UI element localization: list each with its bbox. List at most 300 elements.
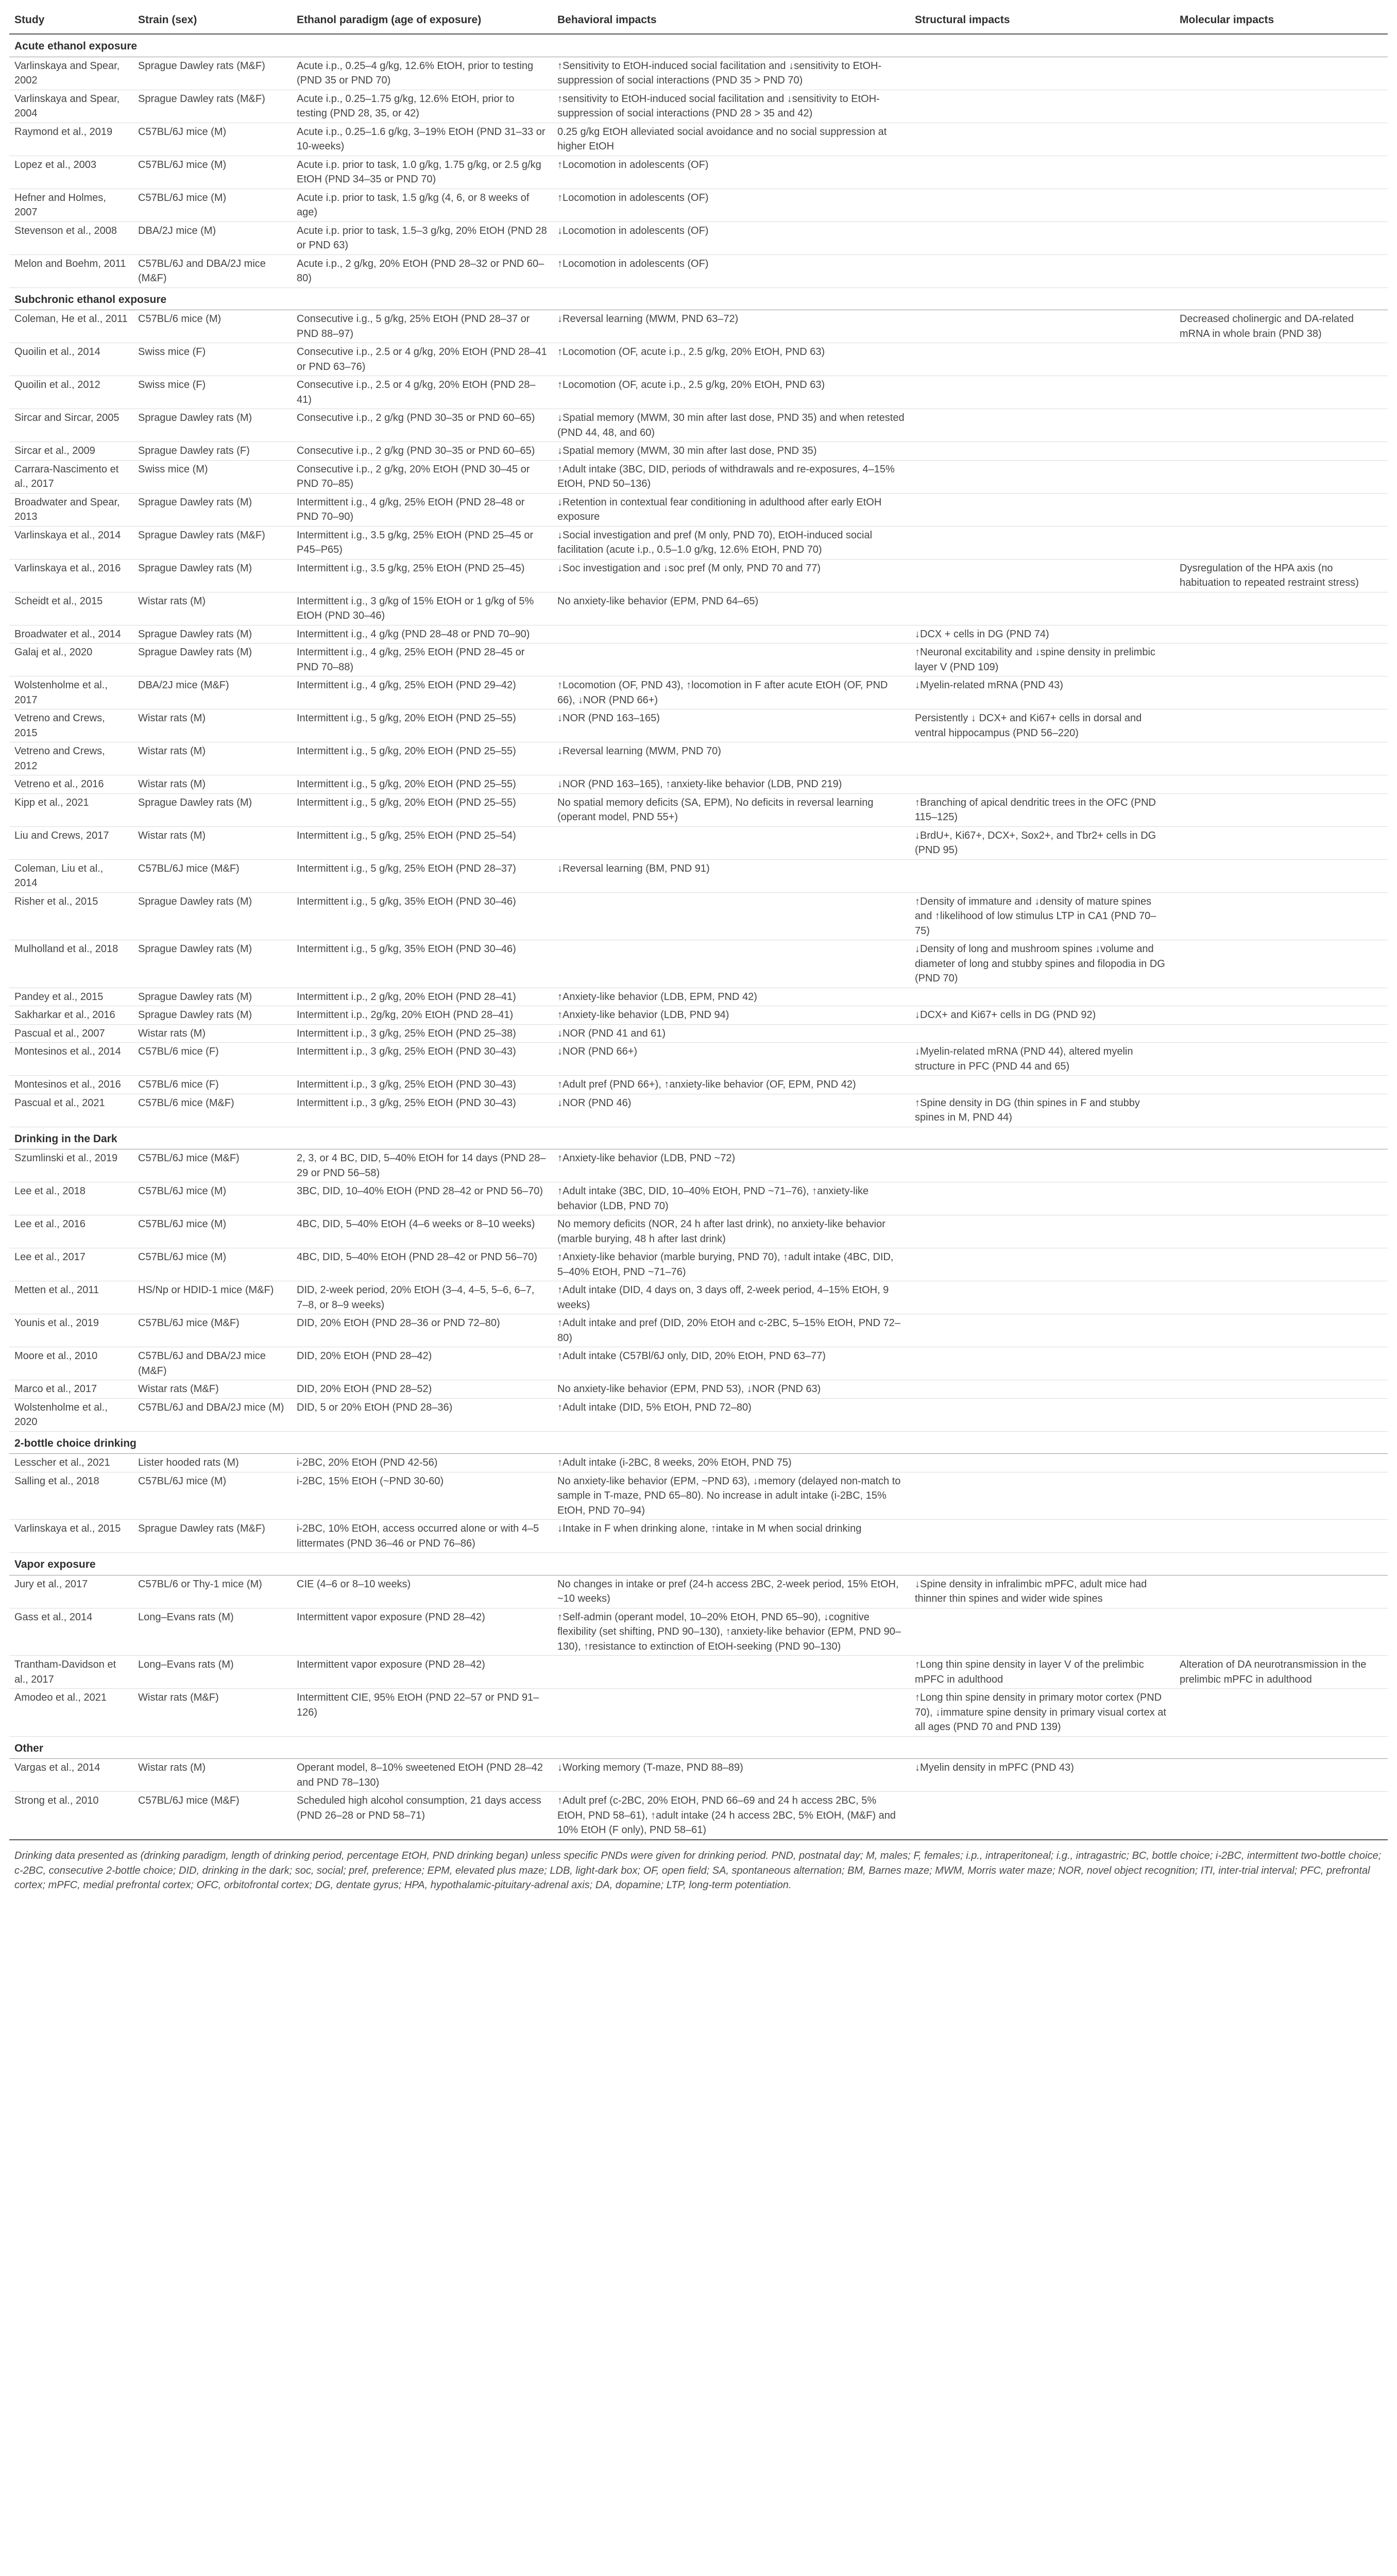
- cell-molecular: [1174, 1281, 1388, 1314]
- cell-strain: Long–Evans rats (M): [133, 1608, 292, 1656]
- cell-strain: C57BL/6J mice (M): [133, 189, 292, 222]
- cell-structural: [910, 775, 1174, 794]
- cell-study: Varlinskaya et al., 2014: [9, 526, 133, 559]
- cell-study: Carrara-Nascimento et al., 2017: [9, 460, 133, 493]
- cell-molecular: Decreased cholinergic and DA-related mRNA in whole brain (PND 38): [1174, 310, 1388, 343]
- cell-structural: [910, 493, 1174, 526]
- cell-strain: Wistar rats (M): [133, 775, 292, 794]
- cell-study: Younis et al., 2019: [9, 1314, 133, 1347]
- cell-study: Szumlinski et al., 2019: [9, 1149, 133, 1182]
- table-row: [9, 1006, 1388, 1025]
- cell-structural: [910, 376, 1174, 409]
- cell-paradigm: i-2BC, 15% EtOH (~PND 30-60): [292, 1472, 552, 1520]
- cell-paradigm: Intermittent i.g., 5 g/kg, 25% EtOH (PND 28–37): [292, 859, 552, 892]
- cell-strain: Swiss mice (F): [133, 343, 292, 376]
- table-row: [9, 1182, 1388, 1215]
- cell-study: Liu and Crews, 2017: [9, 826, 133, 859]
- cell-structural: [910, 310, 1174, 343]
- cell-structural: [910, 255, 1174, 287]
- cell-structural: [910, 1398, 1174, 1431]
- cell-structural: ↑Long thin spine density in layer V of the prelimbic mPFC in adulthood: [910, 1656, 1174, 1689]
- cell-molecular: [1174, 1182, 1388, 1215]
- cell-study: Quoilin et al., 2014: [9, 343, 133, 376]
- table-row: [9, 709, 1388, 742]
- cell-study: Broadwater and Spear, 2013: [9, 493, 133, 526]
- cell-structural: [910, 1472, 1174, 1520]
- cell-structural: [910, 1454, 1174, 1472]
- cell-structural: [910, 1248, 1174, 1281]
- header-strain: Strain (sex): [133, 7, 292, 34]
- cell-paradigm: Intermittent vapor exposure (PND 28–42): [292, 1656, 552, 1689]
- cell-study: Vetreno et al., 2016: [9, 775, 133, 794]
- cell-molecular: [1174, 1520, 1388, 1553]
- cell-structural: [910, 1215, 1174, 1248]
- cell-behavioral: ↑Adult intake (i-2BC, 8 weeks, 20% EtOH, PND 75): [552, 1454, 910, 1472]
- cell-strain: Wistar rats (M&F): [133, 1689, 292, 1737]
- cell-behavioral: [552, 892, 910, 940]
- table-row: [9, 156, 1388, 189]
- cell-study: Kipp et al., 2021: [9, 793, 133, 826]
- cell-paradigm: Intermittent i.g., 5 g/kg, 25% EtOH (PND 25–54): [292, 826, 552, 859]
- cell-study: Wolstenholme et al., 2020: [9, 1398, 133, 1431]
- cell-paradigm: Intermittent i.g., 5 g/kg, 20% EtOH (PND 25–55): [292, 793, 552, 826]
- cell-structural: [910, 123, 1174, 156]
- table-row: [9, 1608, 1388, 1656]
- cell-paradigm: Acute i.p., 0.25–4 g/kg, 12.6% EtOH, prior to testing (PND 35 or PND 70): [292, 57, 552, 90]
- cell-molecular: [1174, 1006, 1388, 1025]
- cell-strain: Lister hooded rats (M): [133, 1454, 292, 1472]
- cell-molecular: [1174, 409, 1388, 442]
- table-row: [9, 1520, 1388, 1553]
- cell-structural: [910, 1281, 1174, 1314]
- cell-paradigm: Intermittent i.g., 5 g/kg, 35% EtOH (PND 30–46): [292, 892, 552, 940]
- cell-strain: Sprague Dawley rats (M): [133, 1006, 292, 1025]
- cell-behavioral: ↓Intake in F when drinking alone, ↑intake in M when social drinking: [552, 1520, 910, 1553]
- cell-paradigm: Scheduled high alcohol consumption, 21 days access (PND 26–28 or PND 58–71): [292, 1792, 552, 1840]
- cell-study: Scheidt et al., 2015: [9, 592, 133, 625]
- table-row: [9, 1076, 1388, 1094]
- cell-behavioral: ↓Locomotion in adolescents (OF): [552, 222, 910, 255]
- cell-strain: DBA/2J mice (M&F): [133, 676, 292, 709]
- table-row: [9, 988, 1388, 1006]
- cell-behavioral: [552, 940, 910, 988]
- cell-strain: C57BL/6J mice (M): [133, 1472, 292, 1520]
- cell-paradigm: DID, 20% EtOH (PND 28–52): [292, 1380, 552, 1399]
- section-title: Vapor exposure: [9, 1553, 1388, 1575]
- table-row: [9, 255, 1388, 287]
- cell-molecular: [1174, 222, 1388, 255]
- cell-study: Risher et al., 2015: [9, 892, 133, 940]
- table-row: [9, 676, 1388, 709]
- studies-table: [9, 7, 1388, 1840]
- cell-paradigm: Intermittent i.g., 5 g/kg, 20% EtOH (PND 25–55): [292, 709, 552, 742]
- cell-behavioral: ↑Anxiety-like behavior (marble burying, PND 70), ↑adult intake (4BC, DID, 5–40% EtOH, PND ~71–76): [552, 1248, 910, 1281]
- cell-paradigm: 4BC, DID, 5–40% EtOH (4–6 weeks or 8–10 weeks): [292, 1215, 552, 1248]
- table-row: [9, 1575, 1388, 1608]
- cell-paradigm: Intermittent i.p., 2 g/kg, 20% EtOH (PND 28–41): [292, 988, 552, 1006]
- cell-paradigm: 2, 3, or 4 BC, DID, 5–40% EtOH for 14 days (PND 28–29 or PND 56–58): [292, 1149, 552, 1182]
- cell-structural: [910, 1608, 1174, 1656]
- cell-behavioral: No anxiety-like behavior (EPM, PND 64–65): [552, 592, 910, 625]
- cell-behavioral: ↑Locomotion in adolescents (OF): [552, 255, 910, 287]
- table-row: [9, 1215, 1388, 1248]
- cell-strain: Wistar rats (M): [133, 709, 292, 742]
- cell-molecular: [1174, 1248, 1388, 1281]
- cell-study: Quoilin et al., 2012: [9, 376, 133, 409]
- cell-behavioral: ↑Adult intake (3BC, DID, 10–40% EtOH, PND ~71–76), ↑anxiety-like behavior (LDB, PND 70): [552, 1182, 910, 1215]
- cell-structural: [910, 1314, 1174, 1347]
- cell-molecular: [1174, 940, 1388, 988]
- cell-molecular: Alteration of DA neurotransmission in the prelimbic mPFC in adulthood: [1174, 1656, 1388, 1689]
- cell-strain: Swiss mice (F): [133, 376, 292, 409]
- cell-structural: ↑Spine density in DG (thin spines in F and stubby spines in M, PND 44): [910, 1094, 1174, 1127]
- cell-paradigm: 3BC, DID, 10–40% EtOH (PND 28–42 or PND 56–70): [292, 1182, 552, 1215]
- cell-structural: ↓BrdU+, Ki67+, DCX+, Sox2+, and Tbr2+ cells in DG (PND 95): [910, 826, 1174, 859]
- cell-structural: Persistently ↓ DCX+ and Ki67+ cells in dorsal and ventral hippocampus (PND 56–220): [910, 709, 1174, 742]
- cell-study: Varlinskaya and Spear, 2004: [9, 90, 133, 123]
- cell-structural: [910, 1347, 1174, 1380]
- header-paradigm: Ethanol paradigm (age of exposure): [292, 7, 552, 34]
- table-row: [9, 189, 1388, 222]
- cell-molecular: [1174, 90, 1388, 123]
- cell-study: Montesinos et al., 2016: [9, 1076, 133, 1094]
- table-row: [9, 1759, 1388, 1792]
- header-structural: Structural impacts: [910, 7, 1174, 34]
- cell-molecular: [1174, 156, 1388, 189]
- table-row: [9, 1656, 1388, 1689]
- cell-structural: [910, 90, 1174, 123]
- cell-behavioral: ↑Self-admin (operant model, 10–20% EtOH, PND 65–90), ↓cognitive flexibility (set shifting, PND 90–130), ↑anxiety-like behavior (EPM, PND 90–130), ↑resistance to extinction of EtOH-seeking (PND 90–130): [552, 1608, 910, 1656]
- cell-paradigm: Consecutive i.p., 2.5 or 4 g/kg, 20% EtOH (PND 28–41): [292, 376, 552, 409]
- cell-structural: ↓Density of long and mushroom spines ↓volume and diameter of long and stubby spines and filopodia in DG (PND 70): [910, 940, 1174, 988]
- cell-strain: C57BL/6J and DBA/2J mice (M&F): [133, 1347, 292, 1380]
- cell-strain: Sprague Dawley rats (M): [133, 988, 292, 1006]
- cell-behavioral: ↓NOR (PND 41 and 61): [552, 1024, 910, 1043]
- cell-study: Lesscher et al., 2021: [9, 1454, 133, 1472]
- cell-behavioral: ↑Anxiety-like behavior (LDB, PND ~72): [552, 1149, 910, 1182]
- header-row: [9, 7, 1388, 34]
- section-header-row: [9, 1736, 1388, 1759]
- cell-structural: [910, 1024, 1174, 1043]
- cell-paradigm: Acute i.p., 0.25–1.75 g/kg, 12.6% EtOH, prior to testing (PND 28, 35, or 42): [292, 90, 552, 123]
- cell-study: Salling et al., 2018: [9, 1472, 133, 1520]
- cell-molecular: [1174, 625, 1388, 643]
- cell-paradigm: Acute i.p., 2 g/kg, 20% EtOH (PND 28–32 or PND 60–80): [292, 255, 552, 287]
- cell-behavioral: ↓Soc investigation and ↓soc pref (M only, PND 70 and 77): [552, 559, 910, 592]
- cell-study: Galaj et al., 2020: [9, 643, 133, 676]
- cell-strain: C57BL/6J mice (M): [133, 156, 292, 189]
- cell-paradigm: Intermittent i.g., 4 g/kg (PND 28–48 or PND 70–90): [292, 625, 552, 643]
- cell-molecular: [1174, 892, 1388, 940]
- table-row: [9, 343, 1388, 376]
- table-row: [9, 559, 1388, 592]
- table-row: [9, 1314, 1388, 1347]
- cell-structural: ↑Long thin spine density in primary motor cortex (PND 70), ↓immature spine density in primary visual cortex at all ages (PND 70 and PND 139): [910, 1689, 1174, 1737]
- cell-strain: C57BL/6J mice (M&F): [133, 859, 292, 892]
- cell-behavioral: ↓NOR (PND 46): [552, 1094, 910, 1127]
- cell-paradigm: Consecutive i.p., 2.5 or 4 g/kg, 20% EtOH (PND 28–41 or PND 63–76): [292, 343, 552, 376]
- cell-behavioral: No anxiety-like behavior (EPM, ~PND 63), ↓memory (delayed non-match to sample in T-maze, PND 65–80). No increase in adult intake (i-2BC, 15% EtOH, PND 70–94): [552, 1472, 910, 1520]
- cell-molecular: [1174, 1398, 1388, 1431]
- cell-behavioral: ↑Locomotion in adolescents (OF): [552, 156, 910, 189]
- cell-paradigm: Intermittent i.g., 5 g/kg, 20% EtOH (PND 25–55): [292, 775, 552, 794]
- cell-paradigm: Consecutive i.p., 2 g/kg, 20% EtOH (PND 30–45 or PND 70–85): [292, 460, 552, 493]
- cell-behavioral: ↑Anxiety-like behavior (LDB, EPM, PND 42): [552, 988, 910, 1006]
- header-study: Study: [9, 7, 133, 34]
- cell-behavioral: No spatial memory deficits (SA, EPM), No deficits in reversal learning (operant model, PND 55+): [552, 793, 910, 826]
- table-row: [9, 409, 1388, 442]
- table-row: [9, 742, 1388, 775]
- cell-behavioral: ↓Reversal learning (BM, PND 91): [552, 859, 910, 892]
- table-row: [9, 222, 1388, 255]
- cell-behavioral: ↓Retention in contextual fear conditioning in adulthood after early EtOH exposure: [552, 493, 910, 526]
- cell-paradigm: Intermittent i.p., 3 g/kg, 25% EtOH (PND 30–43): [292, 1094, 552, 1127]
- cell-paradigm: Operant model, 8–10% sweetened EtOH (PND 28–42 and PND 78–130): [292, 1759, 552, 1792]
- section-title: Subchronic ethanol exposure: [9, 287, 1388, 310]
- cell-molecular: [1174, 1575, 1388, 1608]
- cell-behavioral: ↓NOR (PND 163–165), ↑anxiety-like behavior (LDB, PND 219): [552, 775, 910, 794]
- table-row: [9, 1024, 1388, 1043]
- cell-behavioral: ↑Adult pref (c-2BC, 20% EtOH, PND 66–69 and 24 h access 2BC, 5% EtOH, PND 58–61), ↑adult intake (24 h access 2BC, 5% EtOH, (M&F) and 10% EtOH (F only), PND 58–61): [552, 1792, 910, 1840]
- cell-strain: Wistar rats (M): [133, 1024, 292, 1043]
- cell-molecular: [1174, 775, 1388, 794]
- cell-strain: C57BL/6 mice (F): [133, 1076, 292, 1094]
- cell-molecular: [1174, 255, 1388, 287]
- cell-study: Stevenson et al., 2008: [9, 222, 133, 255]
- cell-behavioral: ↓Reversal learning (MWM, PND 63–72): [552, 310, 910, 343]
- section-header-row: [9, 1127, 1388, 1149]
- cell-structural: [910, 222, 1174, 255]
- cell-study: Jury et al., 2017: [9, 1575, 133, 1608]
- cell-paradigm: i-2BC, 10% EtOH, access occurred alone or with 4–5 littermates (PND 36–46 or PND 76–86): [292, 1520, 552, 1553]
- cell-paradigm: Acute i.p., 0.25–1.6 g/kg, 3–19% EtOH (PND 31–33 or 10-weeks): [292, 123, 552, 156]
- cell-molecular: [1174, 1608, 1388, 1656]
- table-row: [9, 376, 1388, 409]
- cell-study: Marco et al., 2017: [9, 1380, 133, 1399]
- section-title: Acute ethanol exposure: [9, 34, 1388, 57]
- cell-strain: Sprague Dawley rats (M&F): [133, 57, 292, 90]
- cell-strain: Sprague Dawley rats (F): [133, 442, 292, 461]
- cell-molecular: [1174, 859, 1388, 892]
- cell-strain: C57BL/6J mice (M&F): [133, 1314, 292, 1347]
- cell-molecular: [1174, 343, 1388, 376]
- cell-strain: Wistar rats (M): [133, 826, 292, 859]
- table-row: [9, 1792, 1388, 1840]
- cell-paradigm: Intermittent i.g., 5 g/kg, 35% EtOH (PND 30–46): [292, 940, 552, 988]
- cell-structural: ↓Myelin-related mRNA (PND 44), altered myelin structure in PFC (PND 44 and 65): [910, 1043, 1174, 1076]
- table-row: [9, 1689, 1388, 1737]
- table-row: [9, 1043, 1388, 1076]
- cell-structural: ↓DCX + cells in DG (PND 74): [910, 625, 1174, 643]
- table-row: [9, 1347, 1388, 1380]
- cell-molecular: [1174, 643, 1388, 676]
- cell-molecular: [1174, 793, 1388, 826]
- table-row: [9, 643, 1388, 676]
- cell-study: Varlinskaya et al., 2015: [9, 1520, 133, 1553]
- cell-paradigm: Intermittent i.g., 5 g/kg, 20% EtOH (PND 25–55): [292, 742, 552, 775]
- table-row: [9, 1454, 1388, 1472]
- table-row: [9, 826, 1388, 859]
- cell-structural: ↓Spine density in infralimbic mPFC, adult mice had thinner thin spines and wider wide spines: [910, 1575, 1174, 1608]
- cell-molecular: [1174, 1043, 1388, 1076]
- cell-behavioral: [552, 625, 910, 643]
- cell-structural: [910, 1182, 1174, 1215]
- cell-study: Varlinskaya et al., 2016: [9, 559, 133, 592]
- cell-study: Metten et al., 2011: [9, 1281, 133, 1314]
- table-row: [9, 892, 1388, 940]
- cell-behavioral: ↓Spatial memory (MWM, 30 min after last dose, PND 35) and when retested (PND 44, 48, and 60): [552, 409, 910, 442]
- section-title: 2-bottle choice drinking: [9, 1431, 1388, 1454]
- cell-structural: ↓Myelin-related mRNA (PND 43): [910, 676, 1174, 709]
- cell-molecular: [1174, 189, 1388, 222]
- cell-molecular: [1174, 1759, 1388, 1792]
- cell-study: Sircar and Sircar, 2005: [9, 409, 133, 442]
- cell-study: Lee et al., 2017: [9, 1248, 133, 1281]
- cell-study: Vargas et al., 2014: [9, 1759, 133, 1792]
- cell-molecular: [1174, 592, 1388, 625]
- cell-study: Strong et al., 2010: [9, 1792, 133, 1840]
- cell-strain: Sprague Dawley rats (M&F): [133, 1520, 292, 1553]
- cell-structural: [910, 460, 1174, 493]
- cell-strain: Wistar rats (M): [133, 592, 292, 625]
- table-row: [9, 1094, 1388, 1127]
- cell-structural: [910, 442, 1174, 461]
- cell-behavioral: ↓Reversal learning (MWM, PND 70): [552, 742, 910, 775]
- cell-molecular: [1174, 57, 1388, 90]
- cell-structural: [910, 859, 1174, 892]
- table-row: [9, 859, 1388, 892]
- cell-paradigm: Acute i.p. prior to task, 1.5–3 g/kg, 20% EtOH (PND 28 or PND 63): [292, 222, 552, 255]
- cell-strain: HS/Np or HDID-1 mice (M&F): [133, 1281, 292, 1314]
- table-row: [9, 90, 1388, 123]
- cell-paradigm: 4BC, DID, 5–40% EtOH (PND 28–42 or PND 56–70): [292, 1248, 552, 1281]
- cell-behavioral: ↑Adult pref (PND 66+), ↑anxiety-like behavior (OF, EPM, PND 42): [552, 1076, 910, 1094]
- cell-paradigm: Acute i.p. prior to task, 1.5 g/kg (4, 6, or 8 weeks of age): [292, 189, 552, 222]
- cell-molecular: [1174, 493, 1388, 526]
- cell-paradigm: Intermittent CIE, 95% EtOH (PND 22–57 or PND 91–126): [292, 1689, 552, 1737]
- cell-structural: [910, 1380, 1174, 1399]
- cell-study: Broadwater et al., 2014: [9, 625, 133, 643]
- cell-behavioral: ↑Adult intake and pref (DID, 20% EtOH and c-2BC, 5–15% EtOH, PND 72–80): [552, 1314, 910, 1347]
- cell-study: Sakharkar et al., 2016: [9, 1006, 133, 1025]
- cell-behavioral: [552, 643, 910, 676]
- cell-molecular: [1174, 1149, 1388, 1182]
- cell-molecular: [1174, 742, 1388, 775]
- cell-strain: C57BL/6J and DBA/2J mice (M): [133, 1398, 292, 1431]
- cell-behavioral: ↓Working memory (T-maze, PND 88–89): [552, 1759, 910, 1792]
- cell-structural: [910, 592, 1174, 625]
- table-body: [9, 34, 1388, 1840]
- cell-study: Hefner and Holmes, 2007: [9, 189, 133, 222]
- section-header-row: [9, 287, 1388, 310]
- section-header-row: [9, 1431, 1388, 1454]
- cell-strain: C57BL/6J mice (M): [133, 1248, 292, 1281]
- table-row: [9, 1398, 1388, 1431]
- cell-behavioral: ↓NOR (PND 163–165): [552, 709, 910, 742]
- table-row: [9, 1248, 1388, 1281]
- cell-strain: C57BL/6J mice (M): [133, 1215, 292, 1248]
- cell-paradigm: Intermittent i.g., 3 g/kg of 15% EtOH or 1 g/kg of 5% EtOH (PND 30–46): [292, 592, 552, 625]
- cell-molecular: [1174, 123, 1388, 156]
- cell-strain: C57BL/6 mice (F): [133, 1043, 292, 1076]
- cell-molecular: [1174, 442, 1388, 461]
- cell-paradigm: Intermittent i.g., 4 g/kg, 25% EtOH (PND 28–45 or PND 70–88): [292, 643, 552, 676]
- cell-structural: [910, 988, 1174, 1006]
- cell-molecular: [1174, 826, 1388, 859]
- table-row: [9, 1281, 1388, 1314]
- cell-strain: Sprague Dawley rats (M): [133, 643, 292, 676]
- cell-strain: Sprague Dawley rats (M): [133, 793, 292, 826]
- cell-study: Vetreno and Crews, 2012: [9, 742, 133, 775]
- cell-paradigm: Consecutive i.g., 5 g/kg, 25% EtOH (PND 28–37 or PND 88–97): [292, 310, 552, 343]
- cell-study: Pascual et al., 2007: [9, 1024, 133, 1043]
- cell-molecular: [1174, 1689, 1388, 1737]
- cell-molecular: [1174, 1454, 1388, 1472]
- cell-strain: Sprague Dawley rats (M&F): [133, 90, 292, 123]
- cell-study: Sircar et al., 2009: [9, 442, 133, 461]
- cell-strain: C57BL/6 mice (M&F): [133, 1094, 292, 1127]
- cell-structural: [910, 343, 1174, 376]
- cell-paradigm: Intermittent i.g., 3.5 g/kg, 25% EtOH (PND 25–45): [292, 559, 552, 592]
- cell-strain: Sprague Dawley rats (M): [133, 559, 292, 592]
- table-row: [9, 310, 1388, 343]
- cell-structural: ↑Branching of apical dendritic trees in the OFC (PND 115–125): [910, 793, 1174, 826]
- cell-molecular: [1174, 988, 1388, 1006]
- cell-study: Trantham-Davidson et al., 2017: [9, 1656, 133, 1689]
- cell-study: Gass et al., 2014: [9, 1608, 133, 1656]
- cell-study: Montesinos et al., 2014: [9, 1043, 133, 1076]
- cell-study: Pascual et al., 2021: [9, 1094, 133, 1127]
- cell-study: Coleman, Liu et al., 2014: [9, 859, 133, 892]
- cell-paradigm: DID, 20% EtOH (PND 28–42): [292, 1347, 552, 1380]
- cell-paradigm: Consecutive i.p., 2 g/kg (PND 30–35 or PND 60–65): [292, 442, 552, 461]
- cell-behavioral: ↑Locomotion in adolescents (OF): [552, 189, 910, 222]
- cell-molecular: [1174, 376, 1388, 409]
- cell-structural: [910, 559, 1174, 592]
- cell-strain: Swiss mice (M): [133, 460, 292, 493]
- cell-strain: C57BL/6J mice (M): [133, 123, 292, 156]
- cell-behavioral: ↑Locomotion (OF, acute i.p., 2.5 g/kg, 20% EtOH, PND 63): [552, 376, 910, 409]
- cell-molecular: [1174, 676, 1388, 709]
- cell-strain: Sprague Dawley rats (M&F): [133, 526, 292, 559]
- cell-structural: [910, 156, 1174, 189]
- table-row: [9, 57, 1388, 90]
- cell-study: Varlinskaya and Spear, 2002: [9, 57, 133, 90]
- cell-behavioral: ↑Adult intake (C57Bl/6J only, DID, 20% EtOH, PND 63–77): [552, 1347, 910, 1380]
- cell-behavioral: ↑Sensitivity to EtOH-induced social facilitation and ↓sensitivity to EtOH-suppression of social interactions (PND 35 > PND 70): [552, 57, 910, 90]
- cell-study: Lee et al., 2016: [9, 1215, 133, 1248]
- cell-molecular: [1174, 1792, 1388, 1840]
- cell-paradigm: DID, 20% EtOH (PND 28–36 or PND 72–80): [292, 1314, 552, 1347]
- cell-strain: Sprague Dawley rats (M): [133, 409, 292, 442]
- cell-paradigm: CIE (4–6 or 8–10 weeks): [292, 1575, 552, 1608]
- cell-paradigm: Intermittent i.g., 4 g/kg, 25% EtOH (PND 29–42): [292, 676, 552, 709]
- table-row: [9, 123, 1388, 156]
- cell-behavioral: [552, 1656, 910, 1689]
- cell-structural: [910, 1792, 1174, 1840]
- cell-strain: Wistar rats (M): [133, 742, 292, 775]
- cell-paradigm: Intermittent i.p., 3 g/kg, 25% EtOH (PND 30–43): [292, 1043, 552, 1076]
- cell-strain: C57BL/6J and DBA/2J mice (M&F): [133, 255, 292, 287]
- cell-study: Raymond et al., 2019: [9, 123, 133, 156]
- cell-paradigm: Intermittent i.p., 3 g/kg, 25% EtOH (PND 30–43): [292, 1076, 552, 1094]
- cell-behavioral: ↑Anxiety-like behavior (LDB, PND 94): [552, 1006, 910, 1025]
- cell-molecular: [1174, 1314, 1388, 1347]
- section-title: Drinking in the Dark: [9, 1127, 1388, 1149]
- cell-strain: C57BL/6J mice (M&F): [133, 1149, 292, 1182]
- cell-study: Melon and Boehm, 2011: [9, 255, 133, 287]
- table-row: [9, 625, 1388, 643]
